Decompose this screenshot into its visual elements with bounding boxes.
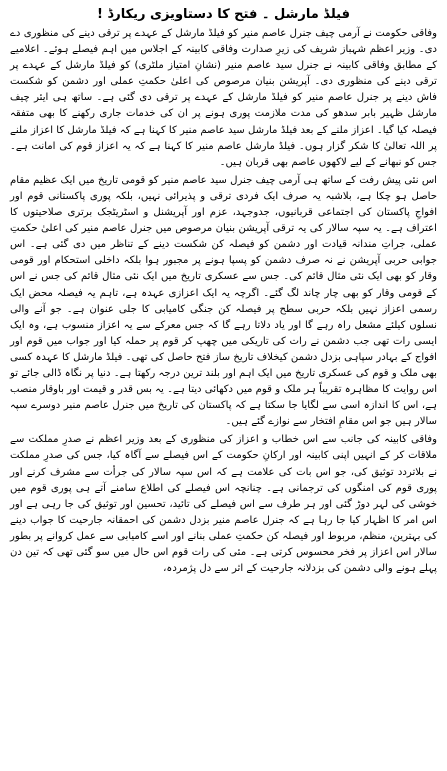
article-paragraph: وفاقی کابینہ کی جانب سے اس خطاب و اعزاز کی منظوری کے بعد وزیر اعظم نے صدرِ مملکت سے ملاقات کر کے انہیں اپنی کابینہ اور ارکانِ حکومت کے اس فیصلے سے آگاہ کیا، جس کی صدرِ مملکت نے بلاتردد توثیق کی، جو اس بات کی علامت ہے کہ اس سپہ سالار کی جرأت سے مشرف کرنے اور پوری قوم کی امنگوں کی ترجمانی ہے۔ چنانچہ اس فیصلے کی اطلاع سامنے آتے ہی پوری قوم میں خوشی کی لہر دوڑ گئی اور ہر طرف سے اس فیصلے کی تائید، تحسین اور توثیق کی جا رہی ہے اور اس امر کا اظہار کیا جا رہا ہے کہ جنرل عاصم منیر بزدل دشمن کی احمقانہ جارحیت کا جواب دینے کی بہترین، منظم، مربوط اور فیصلہ کن حکمتِ عملی بنانے اور اسے کامیابی سے عمل کروانے پر بطور سالار اس اعزاز پر فخر محسوس کرتی ہے۔ مئی کی رات قوم اس حال میں سو گئی تھی کہ تین دن پہلے ہونے والی دشمن کی بزدلانہ جارحیت کے اثر سے دل پژمردہ، <box>10 434 437 575</box>
article-paragraph: اس نئی پیش رفت کے ساتھ ہی آرمی چیف جنرل سید عاصم منیر کو قومی تاریخ میں ایک عظیم مقام حاصل ہو چکا ہے، بلاشبہ یہ صرف ایک فردی ترقی و پذیرائی نہیں، بلکہ پوری پاکستانی قوم اور افواجِ پاکستان کی اجتماعی قربانیوں، جدوجہد، عزم اور آپریشنل و اسٹریٹجک برتری صلاحیتوں کا اعتراف ہے۔ یہ سپہ سالار کی یہ ترقی آپریشن بنیان مرصوص میں جنرل عاصم منیر کی اعلیٰ حکمتِ عملی، جراتِ مندانہ قیادت اور دشمن کو فیصلہ کن شکست دینے کے تناظر میں دی گئی ہے۔ اس جوابی حربی آپریشن نے نہ صرف دشمن کو پسپا ہونے پر مجبور ہوا بلکہ داخلی استحکام اور قومی وقار کو بھی ایک نئی مثال قائم کی۔ جس سے عسکری تاریخ میں ایک نئی مثال قائم کی جس نے اس کے قومی وقار کو بھی چار چاند لگ گئے۔ اگرچہ یہ ایک اعزازی عہدہ ہے، تاہم یہ فیصلہ محض ایک رسمی اعزاز نہیں بلکہ حربی سطح پر فیصلہ کن جنگی کامیابی کا جلی عنوان ہے۔ جو آنے والی نسلوں کیلئے مشعل راہ رہے گا اور یاد دلاتا رہے گا کہ جس معرکے سے یہ اعزاز منسوب ہے، وہ ایک ایسی رات تھی جب دشمن نے رات کی تاریکی میں چھپ کر قوم پر حملہ کیا اور جواب میں قوم اور افواج کے بہادر سپاہی بزدل دشمن کیخلاف تاریخ ساز فتح حاصل کی تھی۔ فیلڈ مارشل کا عہدہ کسی بھی ملک و قوم کی عسکری تاریخ میں ایک اہم اور بلند ترین درجہ رکھتا ہے۔ دنیا پر نگاہ ڈالی جائے تو اس روایت کا مظاہرہ تقریباً ہر ملک و قوم میں دکھائی دیتا ہے۔ یہ بس قدر و قیمت اور باوقار منصب ہے، اس کا اندازہ اسی سے لگایا جا سکتا ہے کہ پاکستان کی تاریخ میں جنرل عاصم منیر دوسرے سپہ سالار ہیں جو اس مقامِ افتخار سے نوازے گئے ہیں۔ <box>10 174 437 428</box>
article-headline: فیلڈ مارشل ۔ فتح کا دستاویزی ریکارڈ ! <box>97 7 350 22</box>
article-paragraph: وفاقی حکومت نے آرمی چیف جنرل عاصم منیر کو فیلڈ مارشل کے عہدے پر ترقی دینے کی منظوری دے دی۔ وزیر اعظم شہباز شریف کی زیرِ صدارت وفاقی کابینہ کے اجلاس میں اہم فیصلے ہوئے۔ اعلامیے کے مطابق وفاقی کابینہ نے جنرل سید عاصم منیر (نشانِ امتیاز ملٹری) کو فیلڈ مارشل کے عہدے پر ترقی دینے کی منظوری دی۔ آپریشن بنیان مرصوص کی اعلیٰ حکمتِ عملی اور دشمن کو شکست فاش دینے پر جنرل عاصم منیر کو فیلڈ مارشل کے عہدے پر ترقی دی گئی ہے۔ ساتھ ہی ایئر چیف مارشل ظہیر بابر سدھو کی مدت ملازمت پوری ہونے پر ان کی خدمات جاری رکھنے کا بھی متفقہ فیصلہ کیا گیا۔ اعزاز ملنے کے بعد فیلڈ مارشل سید عاصم منیر کا کہنا ہے کہ فیلڈ مارشل کا اعزاز ملنے پر اللہ تعالیٰ کا شکر گزار ہوں۔ فیلڈ مارشل عاصم منیر کا کہنا ہے کہ یہ اعزاز قوم کی امانت ہے۔ جس کو نبھانے کے لیے لاکھوں عاصم بھی قربان ہیں۔ <box>10 28 437 168</box>
